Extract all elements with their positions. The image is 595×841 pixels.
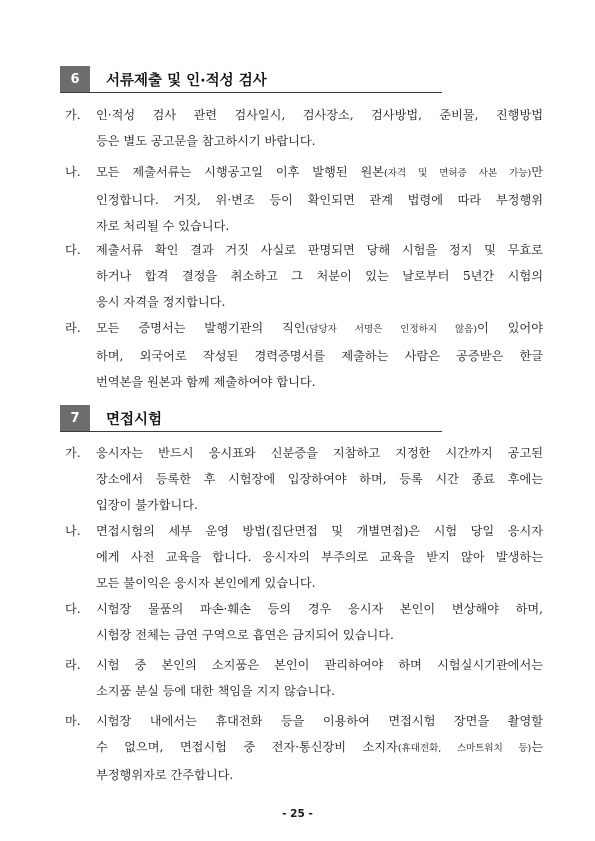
item-line: 시험 중 본인의 소지품은 본인이 관리하여야 하며 시험실시기관에서는 <box>96 658 543 672</box>
item-line: 모든 불이익은 응시자 본인에게 있습니다. <box>96 576 316 590</box>
item-text: 수 없으며, 면접시험 중 전자·통신장비 소지자 <box>96 740 398 754</box>
item-line: 응시자는 반드시 응시표와 신분증을 지참하고 지정한 시간까지 공고된 <box>96 446 543 460</box>
item-marker: 다. <box>65 602 81 616</box>
item-marker: 라. <box>65 321 81 335</box>
item-line: 에게 사전 교육을 합니다. 응시자의 부주의로 교육을 받지 않아 발생하는 <box>96 550 543 564</box>
section-number-badge: 6 <box>60 66 90 92</box>
item-marker: 가. <box>65 108 81 122</box>
item-marker: 마. <box>65 714 81 728</box>
item-line: 응시 자격을 정지합니다. <box>96 295 226 309</box>
item-line: 등은 별도 공고문을 참고하시기 바랍니다. <box>96 134 316 148</box>
item-line <box>65 315 543 343</box>
item-line: 인·적성 검사 관련 검사일시, 검사장소, 검사방법, 준비물, 진행방법 <box>96 108 543 122</box>
list-item <box>65 708 543 788</box>
item-text: 만 <box>531 165 543 179</box>
item-line: 제출서류 확인 결과 거짓 사실로 판명되면 당해 시험을 정지 및 무효로 <box>96 243 543 257</box>
item-text: 이 있어야 <box>477 321 543 335</box>
item-marker: 가. <box>65 446 81 460</box>
item-line: 자로 처리될 수 있습니다. <box>96 219 230 233</box>
item-line: 시험장 물품의 파손·훼손 등의 경우 응시자 본인이 변상해야 하며, <box>96 602 543 616</box>
item-line: 인정합니다. 거짓, 위·변조 등이 확인되면 관계 법령에 따라 부정행위 <box>96 193 543 207</box>
section-7-header <box>60 405 442 432</box>
section-title: 면접시험 <box>106 412 163 428</box>
list-item <box>65 652 543 704</box>
item-line: 시험장 전체는 금연 구역으로 흡연은 금지되어 있습니다. <box>96 628 394 642</box>
item-line: 입장이 불가합니다. <box>96 498 198 512</box>
list-item <box>65 102 543 154</box>
section-title: 서류제출 및 인·적성 검사 <box>106 73 267 89</box>
list-item <box>65 518 543 596</box>
list-item <box>65 440 543 518</box>
item-marker: 다. <box>65 243 81 257</box>
section-6-header <box>60 66 442 93</box>
item-marker: 나. <box>65 524 81 538</box>
item-line: 부정행위자로 간주합니다. <box>96 768 234 782</box>
item-line <box>65 159 543 187</box>
item-line: 하며, 외국어로 작성된 경력증명서를 제출하는 사람은 공증받은 한글 <box>96 349 543 363</box>
item-line: 면접시험의 세부 운영 방법(집단면접 및 개별면접)은 시험 당일 응시자 <box>96 524 543 538</box>
item-marker: 나. <box>65 165 81 179</box>
list-item <box>65 315 543 395</box>
item-line: 번역본을 원본과 함께 제출하여야 합니다. <box>96 375 316 389</box>
item-note: (담당자 서명은 인정하지 않음) <box>305 324 478 335</box>
page-number: - 25 - <box>282 808 313 820</box>
item-text: 모든 제출서류는 시행공고일 이후 발행된 원본 <box>96 165 384 179</box>
item-line: 장소에서 등록한 후 시험장에 입장하여야 하며, 등록 시간 종료 후에는 <box>96 472 543 486</box>
item-note: (자격 및 면허증 사본 가능) <box>384 168 532 179</box>
item-note: (휴대전화, 스마트워치 등) <box>397 743 532 754</box>
item-line: 소지품 분실 등에 대한 책임을 지지 않습니다. <box>96 684 336 698</box>
item-line: 시험장 내에서는 휴대전화 등을 이용하여 면접시험 장면을 촬영할 <box>96 714 543 728</box>
item-marker: 라. <box>65 658 81 672</box>
item-line <box>65 734 543 762</box>
item-text: 는 <box>531 740 543 754</box>
list-item <box>65 159 543 239</box>
item-text: 모든 증명서는 발행기관의 직인 <box>96 321 306 335</box>
section-number-badge: 7 <box>60 405 90 431</box>
item-line: 하거나 합격 결정을 취소하고 그 처분이 있는 날로부터 5년간 시험의 <box>96 269 543 283</box>
list-item <box>65 237 543 315</box>
list-item <box>65 596 543 648</box>
